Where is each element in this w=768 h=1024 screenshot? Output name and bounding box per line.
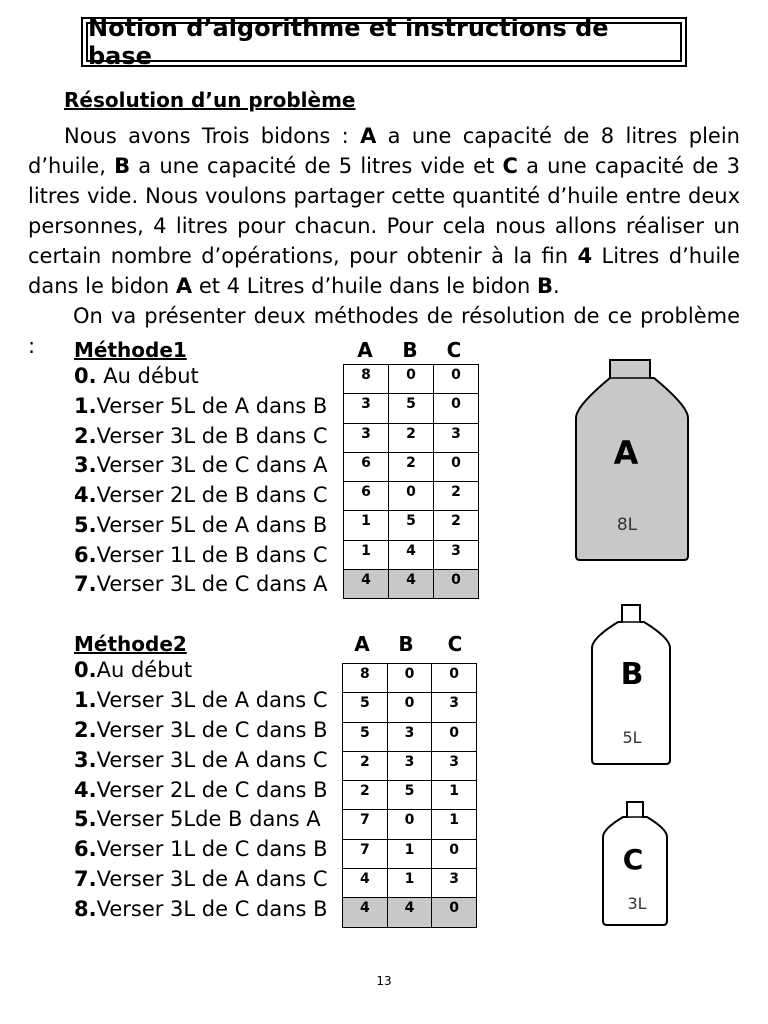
table-cell: 7 bbox=[343, 839, 388, 868]
step-item bbox=[74, 776, 344, 806]
table-cell: 0 bbox=[387, 693, 432, 722]
table-cell: 0 bbox=[389, 482, 434, 511]
table-cell: 6 bbox=[344, 482, 389, 511]
step-item bbox=[74, 895, 344, 925]
column-header-a: A bbox=[357, 338, 373, 362]
intro-paragraph-2: On va présenter deux méthodes de résolution de ce problème : bbox=[28, 304, 740, 358]
column-header-b: B bbox=[398, 632, 414, 656]
step-number: 4. bbox=[74, 483, 97, 507]
method1-table bbox=[343, 364, 479, 599]
table-cell: 0 bbox=[432, 898, 477, 927]
table-cell: 4 bbox=[343, 869, 388, 898]
table-cell: 5 bbox=[389, 511, 434, 540]
step-text: Verser 3L de C dans A bbox=[96, 572, 328, 597]
bottle-b-icon bbox=[588, 602, 674, 768]
bottle-c-icon bbox=[599, 799, 671, 929]
step-number: 0. bbox=[74, 658, 97, 682]
table-cell: 5 bbox=[343, 722, 388, 751]
step-item bbox=[74, 451, 344, 481]
step-text: Verser 2L de C dans B bbox=[96, 777, 328, 802]
step-number: 5. bbox=[74, 512, 97, 537]
step-number: 6. bbox=[74, 837, 97, 862]
table-row bbox=[343, 898, 477, 927]
table-cell: 4 bbox=[387, 898, 432, 927]
step-number: 3. bbox=[74, 453, 97, 478]
column-header-b: B bbox=[402, 338, 418, 362]
table-cell: 0 bbox=[387, 810, 432, 839]
step-item bbox=[74, 835, 344, 865]
step-text: Verser 5L de A dans B bbox=[96, 512, 328, 537]
step-number: 1. bbox=[74, 687, 97, 712]
step-text: Verser 5L de A dans B bbox=[96, 393, 328, 418]
table-cell: 0 bbox=[434, 452, 479, 481]
table-row bbox=[343, 693, 477, 722]
table-cell: 1 bbox=[344, 540, 389, 569]
step-text: Verser 5Lde B dans A bbox=[96, 807, 321, 832]
table-cell: 1 bbox=[432, 810, 477, 839]
table-cell: 2 bbox=[343, 751, 388, 780]
step-number: 8. bbox=[74, 897, 97, 922]
bottle-a-capacity: 8L bbox=[616, 515, 638, 535]
table-row bbox=[343, 810, 477, 839]
step-item bbox=[74, 362, 344, 392]
table-cell: 2 bbox=[434, 511, 479, 540]
table-row bbox=[343, 781, 477, 810]
intro-text-part: a une capacité de 3 litres vide. Nous voulons partager cette quantité d’huile entre deux personnes, 4 litres pour chacun. Pour cela nous allons réaliser un certain nombre d’opérations, pour obtenir à la fin bbox=[28, 154, 740, 268]
step-item bbox=[74, 686, 344, 716]
step-text: Verser 3L de A dans C bbox=[96, 867, 328, 892]
table-cell: 2 bbox=[343, 781, 388, 810]
table-cell: 6 bbox=[344, 452, 389, 481]
table-row bbox=[344, 452, 479, 481]
table-cell: 4 bbox=[344, 569, 389, 598]
step-number: 0. bbox=[74, 364, 97, 388]
step-text: Verser 1L de C dans B bbox=[96, 837, 328, 862]
table-cell: 3 bbox=[344, 423, 389, 452]
intro-text-part: a une capacité de 5 litres vide et bbox=[130, 154, 503, 178]
step-item bbox=[74, 656, 344, 686]
step-item bbox=[74, 392, 344, 422]
intro-bold-number: 4 bbox=[577, 244, 593, 268]
table-cell: 7 bbox=[343, 810, 388, 839]
table-row bbox=[344, 482, 479, 511]
table-cell: 0 bbox=[389, 365, 434, 394]
table-row bbox=[344, 423, 479, 452]
table-cell: 3 bbox=[432, 869, 477, 898]
intro-bold-letter: A bbox=[360, 124, 377, 148]
table-cell: 0 bbox=[432, 839, 477, 868]
intro-paragraph-1 bbox=[28, 121, 740, 301]
page-title: Notion d’algorithme et instructions de base bbox=[86, 22, 682, 62]
table-row bbox=[343, 751, 477, 780]
intro-text-part: . bbox=[552, 274, 560, 298]
step-item bbox=[74, 570, 344, 600]
step-item bbox=[74, 541, 344, 571]
table-cell: 5 bbox=[387, 781, 432, 810]
table-cell: 2 bbox=[389, 452, 434, 481]
intro-text-part: a une capacité de 8 litres plein d’huile, bbox=[28, 124, 740, 178]
table-cell: 5 bbox=[389, 394, 434, 423]
table-cell: 0 bbox=[434, 569, 479, 598]
table-cell: 3 bbox=[344, 394, 389, 423]
intro-bold-letter: B bbox=[536, 274, 553, 298]
table-row bbox=[343, 722, 477, 751]
table-row bbox=[344, 540, 479, 569]
step-number: 1. bbox=[74, 393, 97, 418]
title-box bbox=[81, 14, 687, 70]
table-cell: 2 bbox=[389, 423, 434, 452]
step-number: 7. bbox=[74, 572, 97, 597]
step-text: Verser 3L de C dans B bbox=[96, 717, 328, 742]
bottle-c-letter: C bbox=[622, 843, 644, 876]
bottle-c-capacity: 3L bbox=[627, 894, 647, 913]
step-item bbox=[74, 511, 344, 541]
table-row bbox=[344, 569, 479, 598]
step-text: Verser 3L de A dans C bbox=[96, 747, 328, 772]
intro-bold-letter: C bbox=[502, 154, 518, 178]
intro-bold-letter: A bbox=[175, 274, 193, 298]
method2-title: Méthode2 bbox=[74, 632, 187, 656]
bottle-a-icon bbox=[572, 356, 692, 562]
step-item bbox=[74, 746, 344, 776]
step-item bbox=[74, 481, 344, 511]
method1-steps bbox=[74, 338, 344, 600]
step-text: Au début bbox=[96, 364, 199, 388]
table-row bbox=[343, 839, 477, 868]
intro-text-part: Litres d’huile dans le bidon bbox=[28, 244, 740, 298]
table-cell: 4 bbox=[389, 569, 434, 598]
column-header-c: C bbox=[447, 632, 463, 656]
column-header-c: C bbox=[446, 338, 462, 362]
step-item bbox=[74, 422, 344, 452]
table-cell: 3 bbox=[434, 540, 479, 569]
table-cell: 0 bbox=[387, 664, 432, 693]
step-number: 2. bbox=[74, 423, 97, 448]
table-cell: 4 bbox=[389, 540, 434, 569]
table-cell: 3 bbox=[387, 751, 432, 780]
method2-table bbox=[342, 663, 477, 928]
table-cell: 2 bbox=[434, 482, 479, 511]
table-cell: 5 bbox=[343, 693, 388, 722]
step-text: Au début bbox=[96, 658, 193, 682]
step-number: 3. bbox=[74, 747, 97, 772]
intro-text-part: et 4 Litres d’huile dans le bidon bbox=[192, 274, 537, 298]
step-item bbox=[74, 805, 344, 835]
page-number: 13 bbox=[376, 974, 392, 988]
table-cell: 3 bbox=[432, 693, 477, 722]
table-row bbox=[344, 365, 479, 394]
step-text: Verser 3L de C dans A bbox=[96, 453, 328, 478]
method2-steps bbox=[74, 632, 344, 925]
table-cell: 8 bbox=[344, 365, 389, 394]
table-cell: 4 bbox=[343, 898, 388, 927]
step-text: Verser 3L de C dans B bbox=[96, 897, 328, 922]
method1-title: Méthode1 bbox=[74, 338, 187, 362]
intro-text-part: Nous avons Trois bidons : bbox=[64, 124, 361, 148]
table-row bbox=[344, 394, 479, 423]
step-number: 6. bbox=[74, 542, 97, 567]
table-cell: 1 bbox=[432, 781, 477, 810]
step-number: 7. bbox=[74, 867, 97, 892]
table-cell: 8 bbox=[343, 664, 388, 693]
bottle-b-capacity: 5L bbox=[622, 728, 642, 747]
intro-text bbox=[28, 121, 740, 361]
table-cell: 0 bbox=[434, 394, 479, 423]
step-text: Verser 2L de B dans C bbox=[96, 483, 328, 507]
step-number: 4. bbox=[74, 777, 97, 802]
step-text: Verser 1L de B dans C bbox=[96, 542, 328, 567]
step-text: Verser 3L de A dans C bbox=[96, 687, 328, 712]
section-subtitle: Résolution d’un problème bbox=[64, 88, 356, 112]
step-item bbox=[74, 865, 344, 895]
table-row bbox=[343, 869, 477, 898]
table-row bbox=[343, 664, 477, 693]
intro-bold-letter: B bbox=[114, 154, 131, 178]
table-cell: 3 bbox=[434, 423, 479, 452]
step-number: 2. bbox=[74, 717, 97, 742]
table-cell: 3 bbox=[432, 751, 477, 780]
table-cell: 0 bbox=[432, 664, 477, 693]
column-header-a: A bbox=[354, 632, 370, 656]
step-item bbox=[74, 716, 344, 746]
step-number: 5. bbox=[74, 807, 97, 832]
bottle-b-letter: B bbox=[620, 657, 644, 692]
step-text: Verser 3L de B dans C bbox=[96, 423, 328, 448]
table-cell: 0 bbox=[432, 722, 477, 751]
table-cell: 1 bbox=[387, 839, 432, 868]
table-cell: 0 bbox=[434, 365, 479, 394]
table-row bbox=[344, 511, 479, 540]
bottle-a-letter: A bbox=[613, 434, 639, 472]
table-cell: 1 bbox=[387, 869, 432, 898]
table-cell: 1 bbox=[344, 511, 389, 540]
table-cell: 3 bbox=[387, 722, 432, 751]
